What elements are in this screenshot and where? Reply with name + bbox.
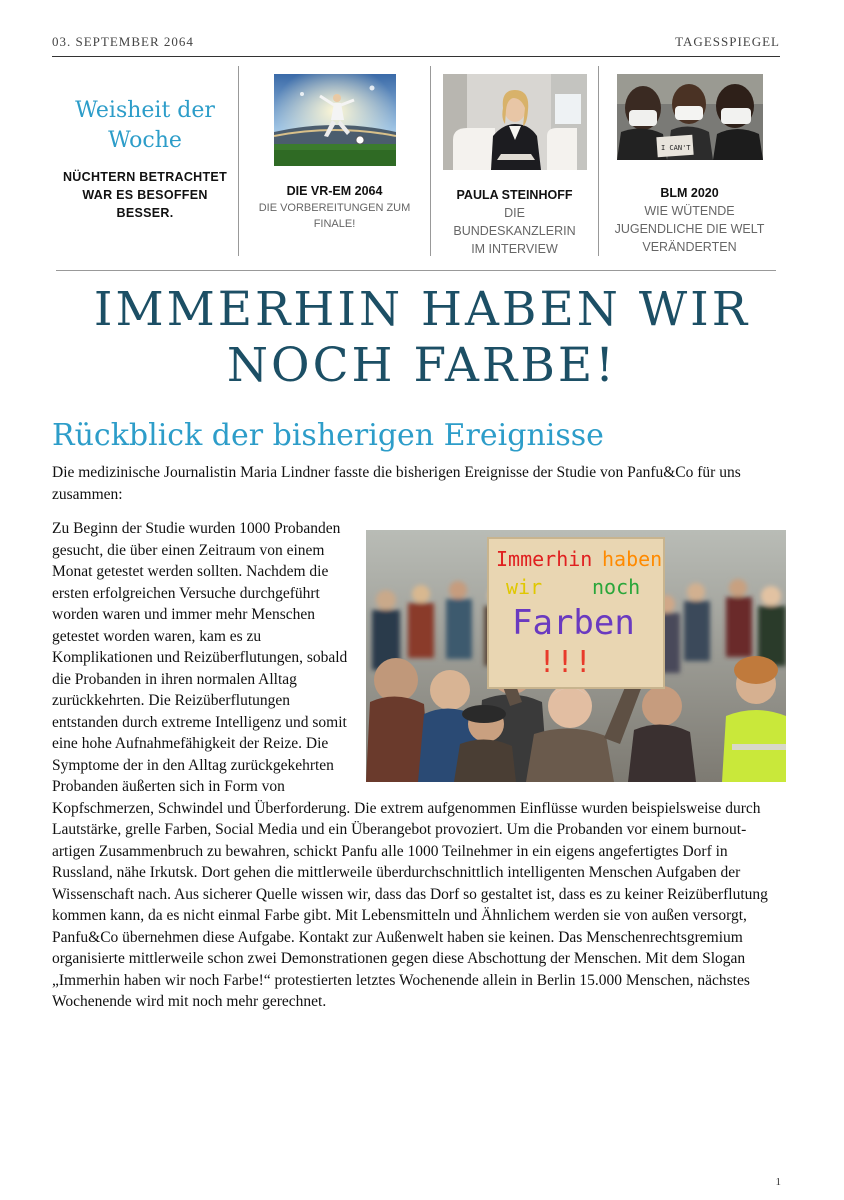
teaser-subtitle: DIE VORBEREITUNGEN ZUM FINALE! bbox=[258, 202, 411, 230]
sign-word: noch bbox=[592, 575, 641, 599]
wisdom-box bbox=[52, 66, 238, 256]
sign-word: wir bbox=[506, 575, 543, 599]
svg-text:I CAN'T: I CAN'T bbox=[660, 144, 691, 152]
sign-word: !!! bbox=[538, 645, 593, 680]
sign-word: Farben bbox=[512, 603, 635, 643]
sign-word: haben bbox=[602, 547, 663, 571]
teaser-subtitle: DIE BUNDESKANZLERIN IM INTERVIEW bbox=[453, 206, 576, 256]
wisdom-title: Weisheit der Woche bbox=[75, 98, 215, 153]
teaser-title: PAULA STEINHOFF bbox=[456, 188, 573, 202]
masthead-bar bbox=[52, 34, 780, 57]
protest-photo bbox=[366, 530, 786, 782]
main-headline: IMMERHIN HABEN WIR NOCH FARBE! bbox=[93, 282, 751, 393]
teaser-title: BLM 2020 bbox=[660, 186, 719, 200]
article-body bbox=[52, 518, 786, 1013]
stadium-player-image bbox=[274, 74, 396, 166]
article-intro: Die medizinische Journalistin Maria Lindner fasste die bisherigen Ereignisse der Studie von Panfu&Co für uns zusammen: bbox=[52, 464, 741, 503]
teaser-subtitle: WIE WÜTENDE JUGENDLICHE DIE WELT VERÄNDERTEN bbox=[614, 204, 765, 254]
teaser-strip bbox=[52, 66, 780, 256]
sign-word: Immerhin bbox=[496, 547, 593, 571]
chancellor-portrait-image bbox=[443, 74, 587, 170]
protest-masks-image bbox=[617, 74, 763, 160]
teaser-chancellor[interactable] bbox=[431, 66, 598, 256]
teaser-blm[interactable] bbox=[599, 66, 780, 256]
page-number: 1 bbox=[775, 1176, 781, 1188]
newspaper-name: TAGESSPIEGEL bbox=[675, 34, 780, 49]
teaser-vr-em[interactable] bbox=[239, 66, 430, 256]
teaser-title: DIE VR-EM 2064 bbox=[286, 184, 383, 198]
article-heading: Rückblick der bisherigen Ereignisse bbox=[52, 418, 604, 453]
wisdom-quote: NÜCHTERN BETRACHTET WAR ES BESOFFEN BESSER. bbox=[62, 170, 228, 220]
article-text: Zu Beginn der Studie wurden 1000 Probanden gesucht, die über einen Zeitraum von einem Monat getestet werden sollten. Nachdem die ersten erfolgreichen Versuche durchgeführt worden waren und immer mehr Menschen getestet worden waren, kam es zu Komplikationen und Reizüberflutungen, sobald die Probanden in ihren normalen Alltag zurückkehrten. Die Reizüberflutungen entstanden durch extreme Intelligenz und somit eine hohe Aufnahmefähigkeit der Reize. Die Symptome der in den Alltag zurückgekehrten Probanden äußerten sich in Form von Kopfschmerzen, Schwindel und Überforderung. Die extrem aufgenommen Einflüsse wurden beispielsweise durch Lautstärke, grelle Farben, Social Media und ein Überangebot provoziert. Um die Probanden vor einem burnout-artigen Zusammenbruch zu bewahren, schickt Panfu alle 1000 Teilnehmer in ein eigens angefertigtes Dorf in Russland, nähe Irkutsk. Dort gehen die mittlerweile überdurchschnittlich intelligenten Menschen Aufgaben der Wissenschaft nach. Aus sicherer Quelle wissen wir, dass das Dorf so gestaltet ist, dass es zu keiner Reizüberflutung kommen kann, da es nicht einmal Farbe gibt. Mit Lebensmitteln und Ähnlichem werden sie von außen versorgt, Panfu&Co übernehmen diese Aufgabe. Kontakt zur Außenwelt haben sie keinen. Das Menschenrechtsgremium organisierte mittlerweile schon zwei Demonstrationen gegen diese Abschottung der Menschen. Mit dem Slogan „Immerhin haben wir noch Farbe!“ protestierten letztes Wochenende allein in Berlin 15.000 Menschen, nächstes Wochenende wird mit noch mehr gerechnet. bbox=[52, 520, 768, 1010]
issue-date: 03. SEPTEMBER 2064 bbox=[52, 34, 194, 49]
divider bbox=[56, 270, 776, 271]
